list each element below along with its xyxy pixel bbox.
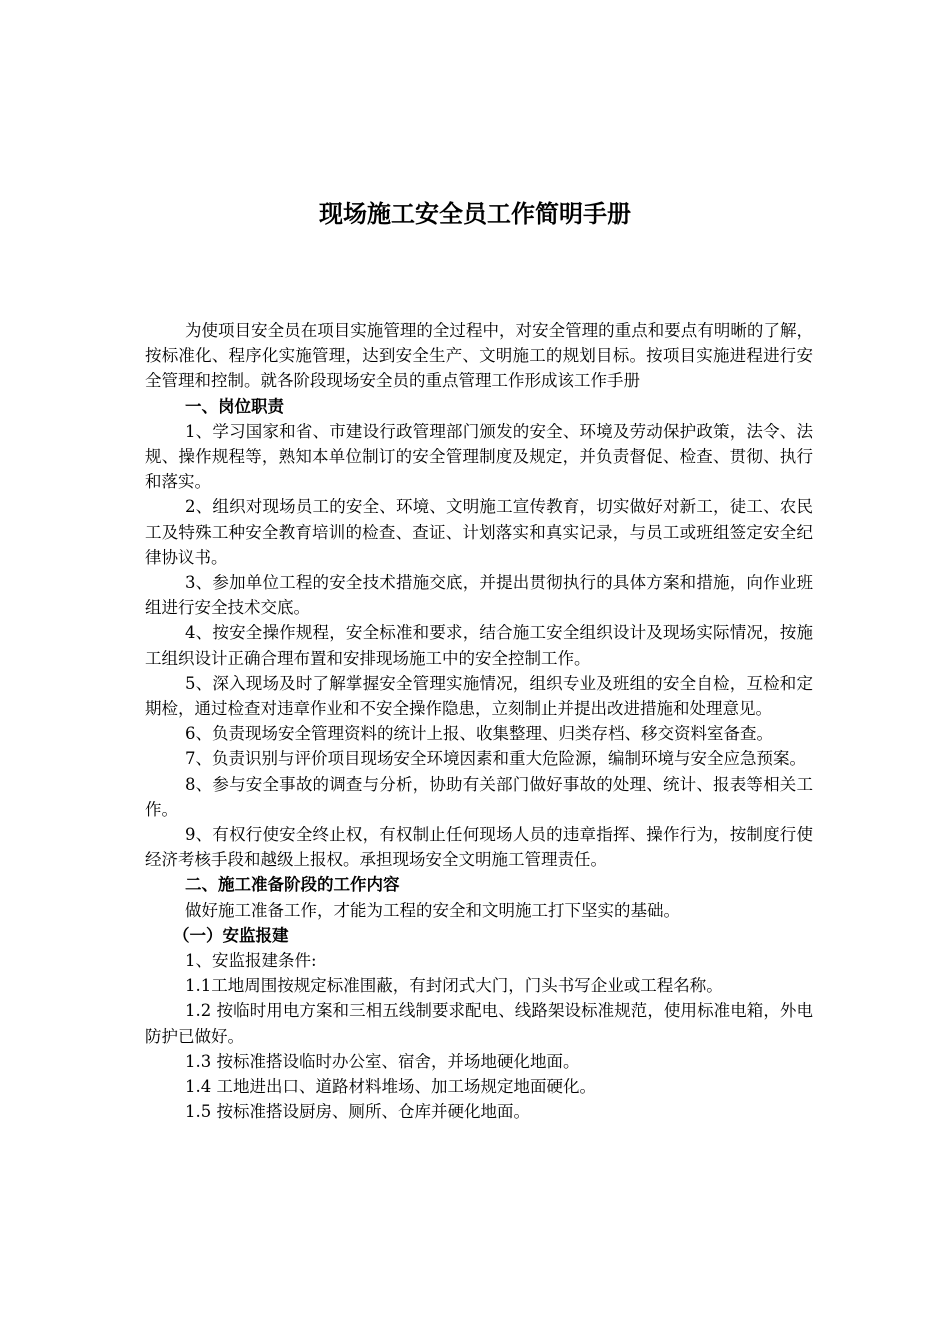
- condition-item-1-1: 1.1工地周围按规定标准围蔽，有封闭式大门，门头书写企业或工程名称。: [185, 976, 723, 996]
- section-heading-duties: 一、岗位职责: [185, 396, 284, 416]
- condition-item-1-5: 1.5 按标准搭设厨房、厕所、仓库并硬化地面。: [185, 1102, 530, 1122]
- document-body: [145, 318, 813, 1125]
- duty-item-3: 3、参加单位工程的安全技术措施交底，并提出贯彻执行的具体方案和措施，向作业班组进行安全技术交底。: [145, 573, 813, 618]
- duty-item-7: 7、负责识别与评价项目现场安全环境因素和重大危险源，编制环境与安全应急预案。: [185, 749, 806, 769]
- duty-item-2: 2、组织对现场员工的安全、环境、文明施工宣传教育，切实做好对新工，徒工、农民工及特殊工种安全教育培训的检查、查证、计划落实和真实记录，与员工或班组签定安全纪律协议书。: [145, 497, 813, 567]
- subsection-heading-registration: （一）安监报建: [173, 925, 289, 945]
- condition-item-1-2: 1.2 按临时用电方案和三相五线制要求配电、线路架设标准规范，使用标准电箱，外电防护已做好。: [145, 1001, 813, 1046]
- duty-item-1: 1、学习国家和省、市建设行政管理部门颁发的安全、环境及劳动保护政策，法令、法规、操作规程等，熟知本单位制订的安全管理制度及规定，并负责督促、检查、贯彻、执行和落实。: [145, 421, 813, 492]
- registration-conditions: 1、安监报建条件:: [185, 951, 317, 971]
- condition-item-1-3: 1.3 按标准搭设临时办公室、宿舍，并场地硬化地面。: [185, 1051, 580, 1071]
- page-title: 现场施工安全员工作简明手册: [319, 200, 631, 228]
- intro-paragraph: 为使项目安全员在项目实施管理的全过程中，对安全管理的重点和要点有明晰的了解，按标准化、程序化实施管理，达到安全生产、文明施工的规划目标。按项目实施进程进行安全管理和控制。就各阶段现场安全员的重点管理工作形成该工作手册: [145, 321, 813, 391]
- duty-item-5: 5、深入现场及时了解掌握安全管理实施情况，组织专业及班组的安全自检，互检和定期检，通过检查对违章作业和不安全操作隐患，立刻制止并提出改进措施和处理意见。: [145, 673, 813, 719]
- preparation-intro: 做好施工准备工作，才能为工程的安全和文明施工打下坚实的基础。: [185, 900, 680, 920]
- section-heading-preparation: 二、施工准备阶段的工作内容: [185, 875, 400, 895]
- condition-item-1-4: 1.4 工地进出口、道路材料堆场、加工场规定地面硬化。: [185, 1077, 596, 1097]
- duty-item-9: 9、有权行使安全终止权，有权制止任何现场人员的违章指挥、操作行为，按制度行使经济考核手段和越级上报权。承担现场安全文明施工管理责任。: [145, 825, 813, 870]
- duty-item-6: 6、负责现场安全管理资料的统计上报、收集整理、归类存档、移交资料室备查。: [185, 724, 773, 744]
- duty-item-8: 8、参与安全事故的调查与分析，协助有关部门做好事故的处理、统计、报表等相关工作。: [145, 774, 813, 819]
- duty-item-4: 4、按安全操作规程，安全标准和要求，结合施工安全组织设计及现场实际情况，按施工组织设计正确合理布置和安排现场施工中的安全控制工作。: [145, 623, 813, 668]
